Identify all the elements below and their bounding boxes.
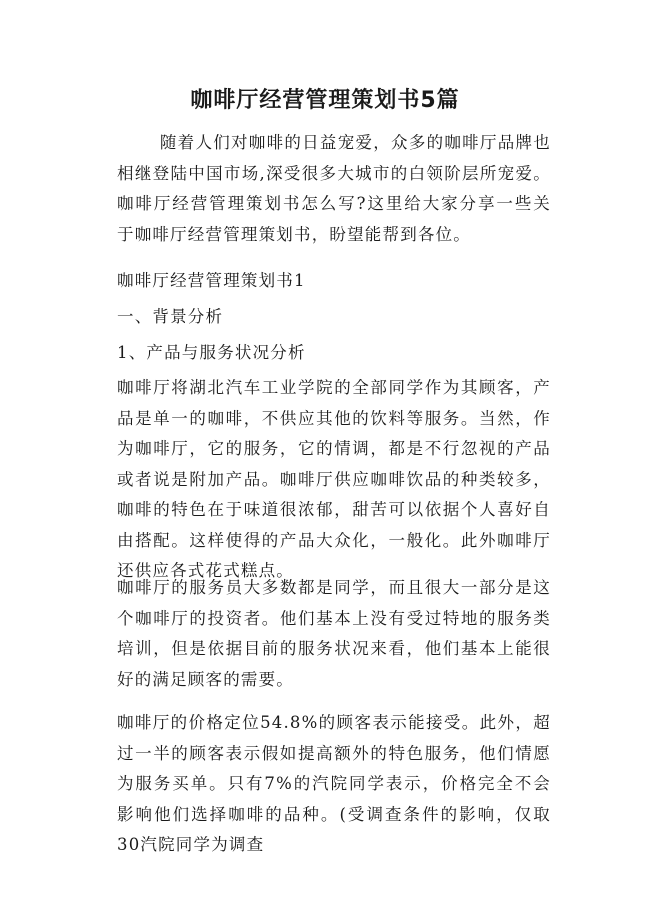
body-paragraph-staff: 咖啡厅的服务员大多数都是同学，而且很大一部分是这个咖啡厅的投资者。他们基本上没有受过特地的服务类培训，但是依据目前的服务状况来看，他们基本上能很好的满足顾客的需要。 — [117, 578, 551, 689]
section-heading-plan-1: 咖啡厅经营管理策划书1 — [117, 271, 306, 290]
intro-paragraph: 随着人们对咖啡的日益宠爱，众多的咖啡厅品牌也相继登陆中国市场,深受很多大城市的白领阶层所宠爱。咖啡厅经营管理策划书怎么写?这里给大家分享一些关于咖啡厅经营管理策划书，盼望能帮到各位。 — [117, 133, 551, 244]
document-title: 咖啡厅经营管理策划书5篇 — [190, 88, 460, 113]
body-paragraph-product: 咖啡厅将湖北汽车工业学院的全部同学作为其顾客，产品是单一的咖啡，不供应其他的饮料等服务。当然，作为咖啡厅，它的服务，它的情调，都是不行忽视的产品或者说是附加产品。咖啡厅供应咖啡饮品的种类较多，咖啡的特色在于味道很浓郁，甜苦可以依据个人喜好自由搭配。这样使得的产品大众化，一般化。此外咖啡厅还供应各式花式糕点。 — [117, 378, 551, 580]
section-heading-background: 一、背景分析 — [117, 307, 224, 326]
section-heading-product-service: 1、产品与服务状况分析 — [117, 343, 306, 362]
body-paragraph-pricing: 咖啡厅的价格定位54.8%的顾客表示能接受。此外，超过一半的顾客表示假如提高额外的特色服务，他们情愿为服务买单。只有7%的汽院同学表示，价格完全不会影响他们选择咖啡的品种。(受调查条件的影响，仅取30汽院同学为调查 — [117, 713, 551, 854]
